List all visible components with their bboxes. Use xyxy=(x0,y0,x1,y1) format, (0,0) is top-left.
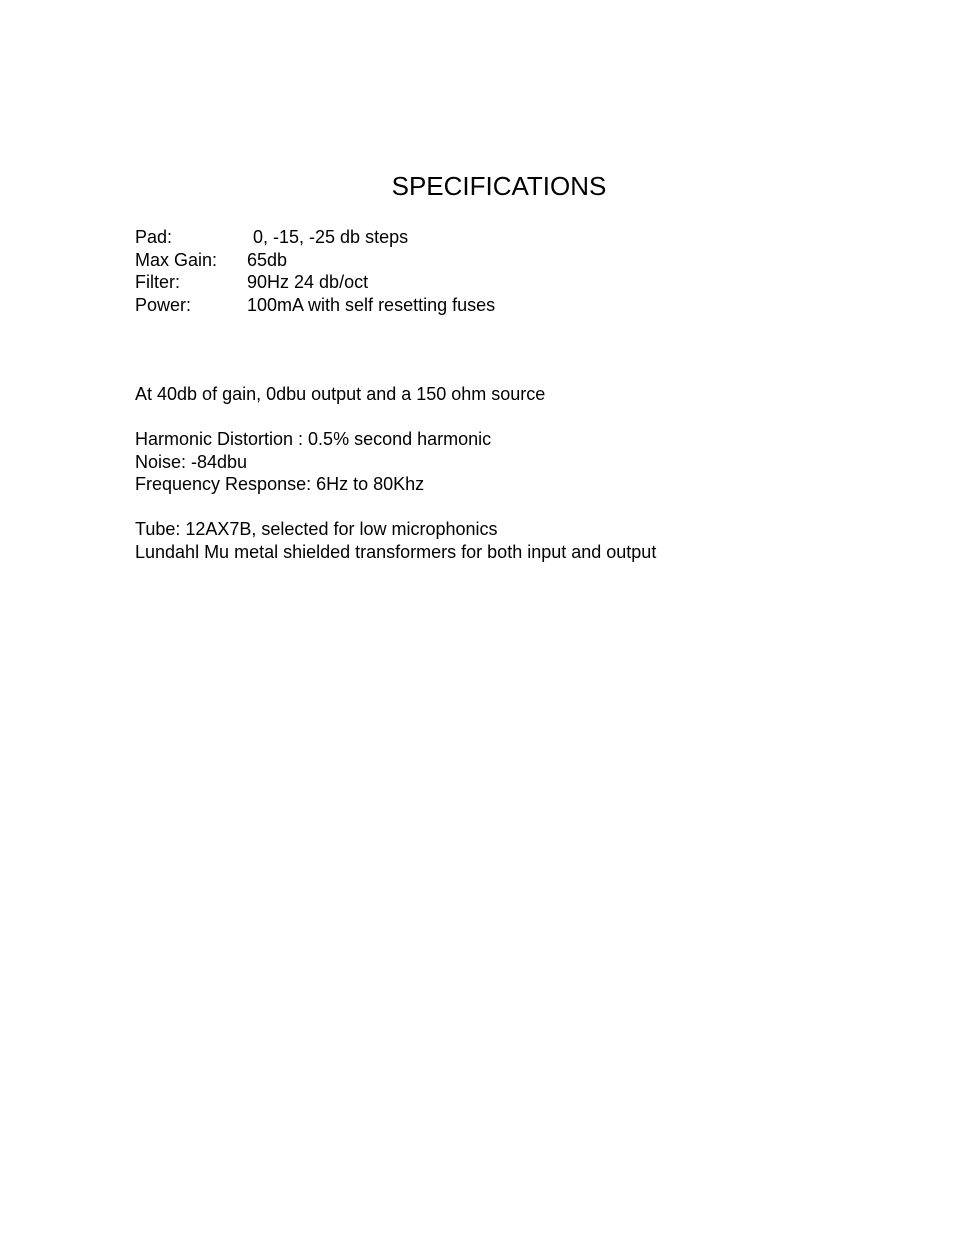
spec-value: 65db xyxy=(247,249,288,270)
spec-value: 0, -15, -25 db steps xyxy=(253,227,409,247)
spec-label: Filter: xyxy=(135,272,180,293)
component-line: Tube: 12AX7B, selected for low microphonics xyxy=(135,519,498,539)
test-conditions xyxy=(135,383,545,406)
spec-row-max-gain xyxy=(135,249,495,272)
measurement-line: Noise: -84dbu xyxy=(135,451,248,472)
spec-label: Power: xyxy=(135,294,192,315)
components xyxy=(135,518,656,563)
measurement-line: Harmonic Distortion : 0.5% second harmonic xyxy=(135,429,492,449)
conditions-text: At 40db of gain, 0dbu output and a 150 ohm source xyxy=(135,384,546,404)
spec-value: 90Hz 24 db/oct xyxy=(247,272,369,293)
page-title: SPECIFICATIONS xyxy=(391,171,607,201)
spec-row-power xyxy=(135,294,495,317)
measurement-line: Frequency Response: 6Hz to 80Khz xyxy=(135,474,425,495)
component-line: Lundahl Mu metal shielded transformers for both input and output xyxy=(135,541,657,562)
spec-value: 100mA with self resetting fuses xyxy=(247,294,496,315)
spec-row-filter xyxy=(135,271,495,294)
spec-row-pad xyxy=(135,226,495,249)
measurements xyxy=(135,428,491,496)
spec-label: Pad: xyxy=(135,227,173,247)
spec-table xyxy=(135,226,495,316)
spec-label: Max Gain: xyxy=(135,249,218,270)
